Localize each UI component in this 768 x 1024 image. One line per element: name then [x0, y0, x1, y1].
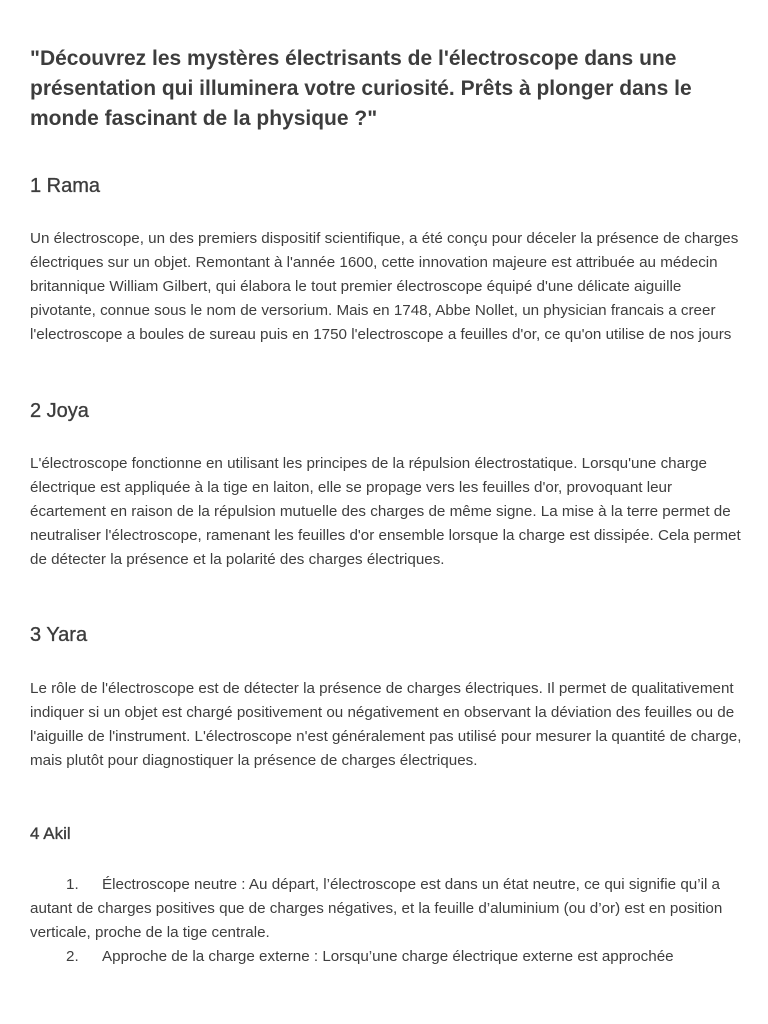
- page-title: "Découvrez les mystères électrisants de l'électroscope dans une présentation qui illuminera votre curiosité. Prêts à plonger dans le monde fascinant de la physique ?": [30, 47, 692, 130]
- list-item: [30, 873, 742, 945]
- list-item-text: Électroscope neutre : Au départ, l’électroscope est dans un état neutre, ce qui signifie qu’il a autant de charges positives que de charges négatives, et la feuille d’aluminium (ou d’or) est en position verticale, proche de la tige centrale.: [30, 876, 723, 941]
- section-body-yara: Le rôle de l'électroscope est de détecter la présence de charges électriques. Il permet de qualitativement indiquer si un objet est chargé positivement ou négativement en observant la déviation des feuilles ou de l'aiguille de l'instrument. L'électroscope n'est généralement pas utilisé pour mesurer la quantité de charge, mais plutôt pour diagnostiquer la présence de charges électriques.: [30, 680, 742, 769]
- list-item-number: 1.: [66, 876, 79, 893]
- section-heading-akil: 4 Akil: [30, 824, 71, 843]
- akil-steps-list: [30, 873, 742, 969]
- section-heading-joya: 2 Joya: [30, 400, 89, 422]
- section-body-rama: Un électroscope, un des premiers dispositif scientifique, a été conçu pour déceler la présence de charges électriques sur un objet. Remontant à l'année 1600, cette innovation majeure est attribuée au médecin britannique William Gilbert, qui élabora le tout premier électroscope équipé d'une délicate aiguille pivotante, connue sous le nom de versorium. Mais en 1748, Abbe Nollet, un physician francais a creer l'electroscope a boules de sureau puis en 1750 l'electroscope a feuilles d'or, ce qu'on utilise de nos jours: [30, 230, 739, 343]
- list-item: [30, 945, 742, 969]
- section-heading-yara: 3 Yara: [30, 624, 88, 646]
- list-item-text: Approche de la charge externe : Lorsqu’une charge électrique externe est approchée: [102, 948, 674, 965]
- list-item-number: 2.: [66, 948, 79, 965]
- section-heading-rama: 1 Rama: [30, 175, 101, 197]
- section-body-joya: L'électroscope fonctionne en utilisant les principes de la répulsion électrostatique. Lorsqu'une charge électrique est appliquée à la tige en laiton, elle se propage vers les feuilles d'or, provoquant leur écartement en raison de la répulsion mutuelle des charges de même signe. La mise à la terre permet de neutraliser l'électroscope, ramenant les feuilles d'or ensemble lorsque la charge est dissipée. Cela permet de détecter la présence et la polarité des charges électriques.: [30, 455, 741, 568]
